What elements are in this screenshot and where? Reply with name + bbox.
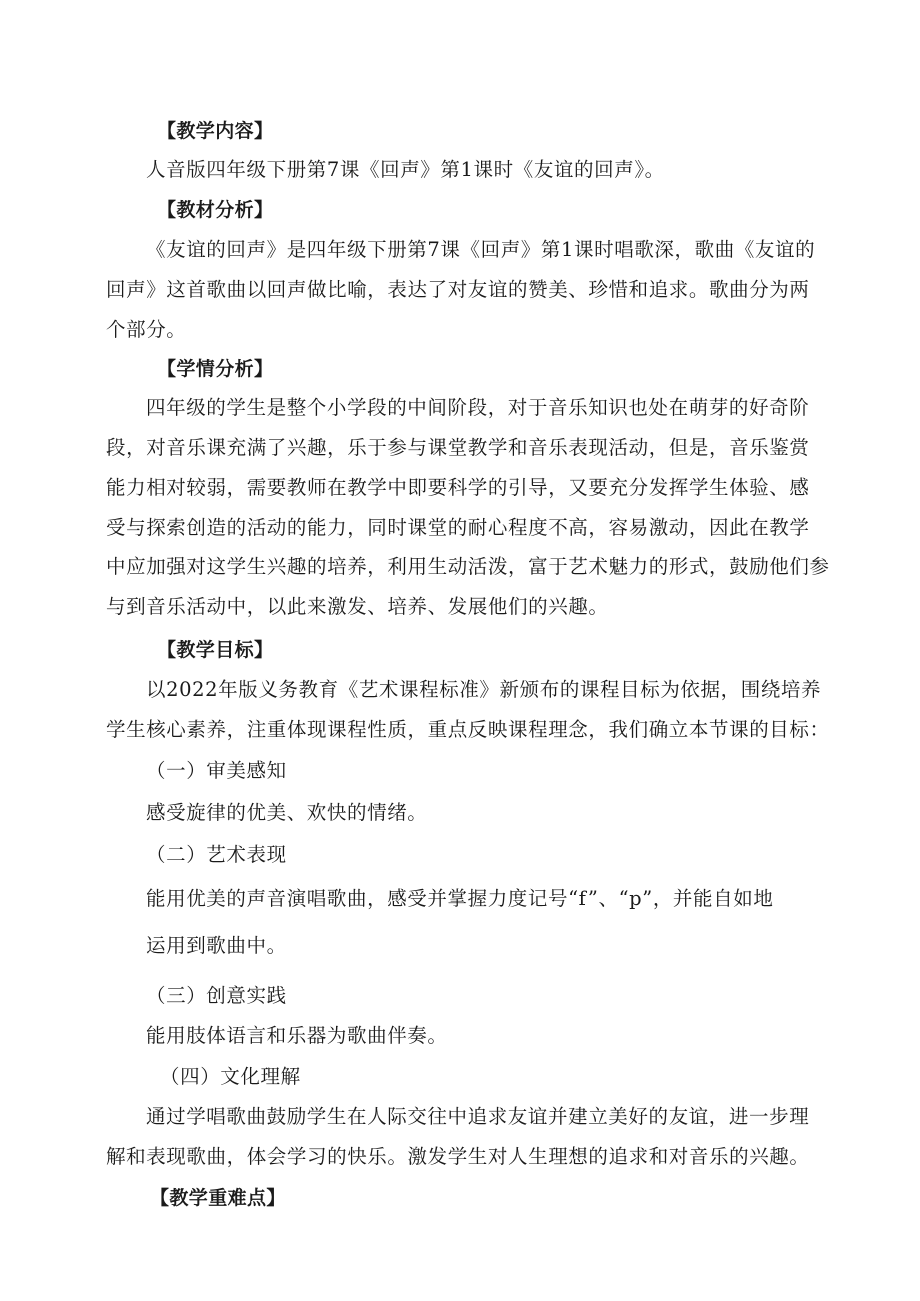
- student-analysis-line-2: 段，对音乐课充满了兴趣，乐于参与课堂教学和音乐表现活动，但是，音乐鉴赏: [106, 436, 810, 459]
- section-heading-student-analysis: 【学情分析】: [157, 358, 274, 380]
- goal-text-cultural-understanding-line-2: 解和表现歌曲，体会学习的快乐。激发学生对人生理想的追求和对音乐的兴趣。: [106, 1145, 810, 1168]
- goal-title-cultural-understanding: （四）文化理解: [160, 1065, 301, 1088]
- goal-title-aesthetic-perception: （一）审美感知: [146, 759, 287, 782]
- student-analysis-line-1: 四年级的学生是整个小学段的中间阶段，对于音乐知识也处在萌芽的好奇阶: [146, 396, 810, 419]
- goal-title-creative-practice: （三）创意实践: [146, 984, 287, 1007]
- student-analysis-line-5: 中应加强对这学生兴趣的培养，利用生动活泼，富于艺术魅力的形式，鼓励他们参: [106, 555, 830, 578]
- goal-text-creative-practice: 能用肢体语言和乐器为歌曲伴奏。: [146, 1024, 448, 1047]
- student-analysis-line-3: 能力相对较弱，需要教师在教学中即要科学的引导，又要充分发挥学生体验、感: [106, 476, 810, 499]
- material-analysis-line-3: 个部分。: [106, 318, 187, 341]
- section-heading-key-points: 【教学重难点】: [150, 1187, 286, 1209]
- goal-text-cultural-understanding-line-1: 通过学唱歌曲鼓励学生在人际交往中追求友谊并建立美好的友谊，进一步理: [146, 1105, 810, 1128]
- goal-text-artistic-expression-line-2: 运用到歌曲中。: [146, 934, 287, 957]
- section-heading-teaching-content: 【教学内容】: [157, 120, 274, 142]
- teaching-goals-intro-line-1: 以2022年版义务教育《艺术课程标准》新颁布的课程目标为依据，围绕培养: [146, 678, 822, 701]
- section-heading-teaching-goals: 【教学目标】: [157, 639, 274, 661]
- section-heading-material-analysis: 【教材分析】: [157, 199, 274, 221]
- student-analysis-line-6: 与到音乐活动中，以此来激发、培养、发展他们的兴趣。: [106, 595, 609, 618]
- material-analysis-line-1: 《友谊的回声》是四年级下册第7课《回声》第1课时唱歌深，歌曲《友谊的: [146, 238, 816, 261]
- goal-text-aesthetic-perception: 感受旋律的优美、欢快的情绪。: [146, 801, 428, 824]
- teaching-goals-intro-line-2: 学生核心素养，注重体现课程性质，重点反映课程理念，我们确立本节课的目标：: [106, 718, 830, 741]
- material-analysis-line-2: 回声》这首歌曲以回声做比喻，表达了对友谊的赞美、珍惜和追求。歌曲分为两: [106, 278, 810, 301]
- goal-title-artistic-expression: （二）艺术表现: [146, 843, 287, 866]
- goal-text-artistic-expression-line-1: 能用优美的声音演唱歌曲，感受并掌握力度记号“f”、“p”，并能自如地: [146, 887, 774, 910]
- teaching-content-line-1: 人音版四年级下册第7课《回声》第1课时《友谊的回声》。: [146, 158, 665, 181]
- student-analysis-line-4: 受与探索创造的活动的能力，同时课堂的耐心程度不高，容易激动，因此在教学: [106, 516, 810, 539]
